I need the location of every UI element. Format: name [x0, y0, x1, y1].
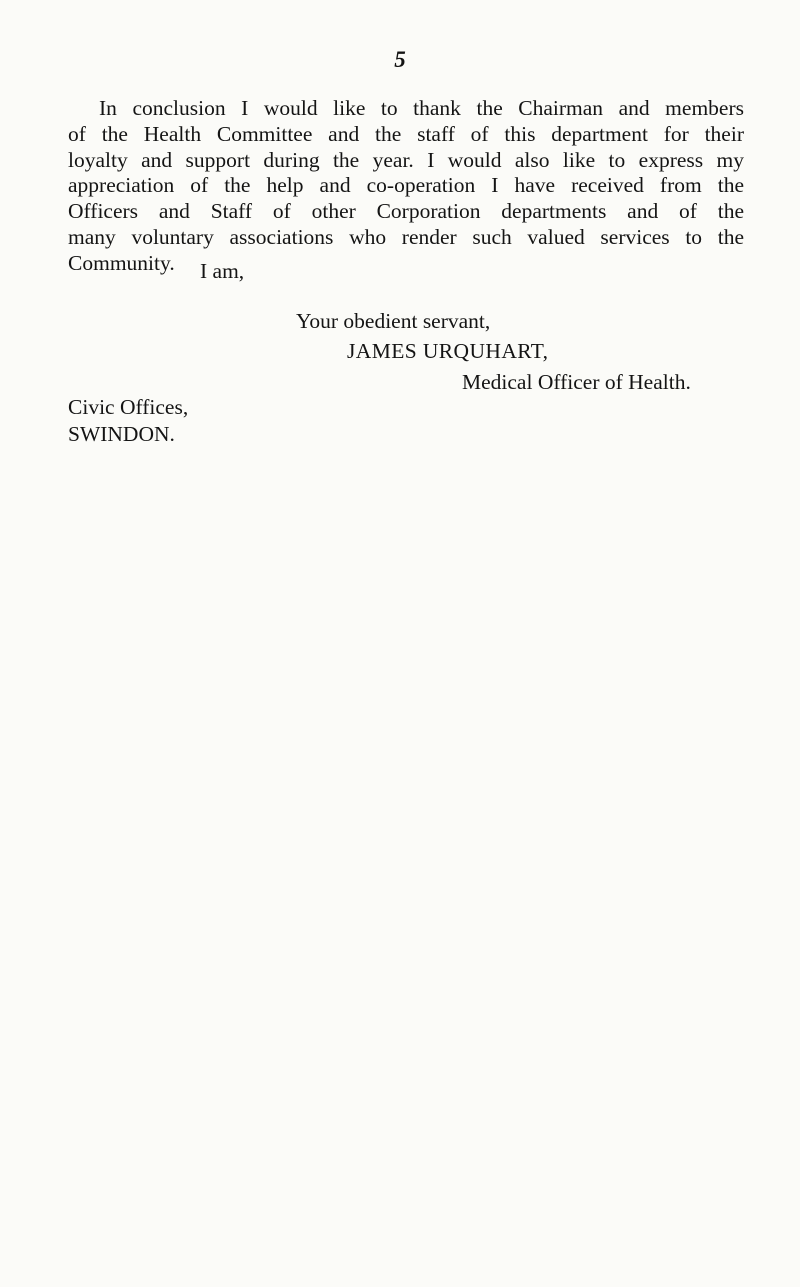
paragraph-line: appreciation of the help and co-operation I have received from the — [68, 173, 744, 198]
paragraph-line: Officers and Staff of other Corporation departments and of the — [68, 199, 744, 224]
page-number: 5 — [394, 47, 406, 72]
sender-address — [68, 394, 188, 448]
paragraph-line: Community. — [68, 250, 175, 275]
signatory-name: JAMES URQUHART, — [347, 339, 549, 363]
address-line: SWINDON. — [68, 422, 175, 446]
salutation: I am, — [200, 259, 245, 283]
paragraph-line: In conclusion I would like to thank the Chairman and members — [99, 96, 744, 120]
concluding-paragraph — [68, 96, 744, 277]
address-line: Civic Offices, — [68, 395, 189, 419]
complimentary-close: Your obedient servant, — [296, 309, 491, 333]
paragraph-line: of the Health Committee and the staff of this department for their — [68, 121, 744, 146]
paragraph-line: loyalty and support during the year. I would also like to express my — [68, 147, 744, 172]
signatory-title: Medical Officer of Health. — [462, 370, 691, 394]
paragraph-line: many voluntary associations who render such valued services to the — [68, 224, 744, 249]
